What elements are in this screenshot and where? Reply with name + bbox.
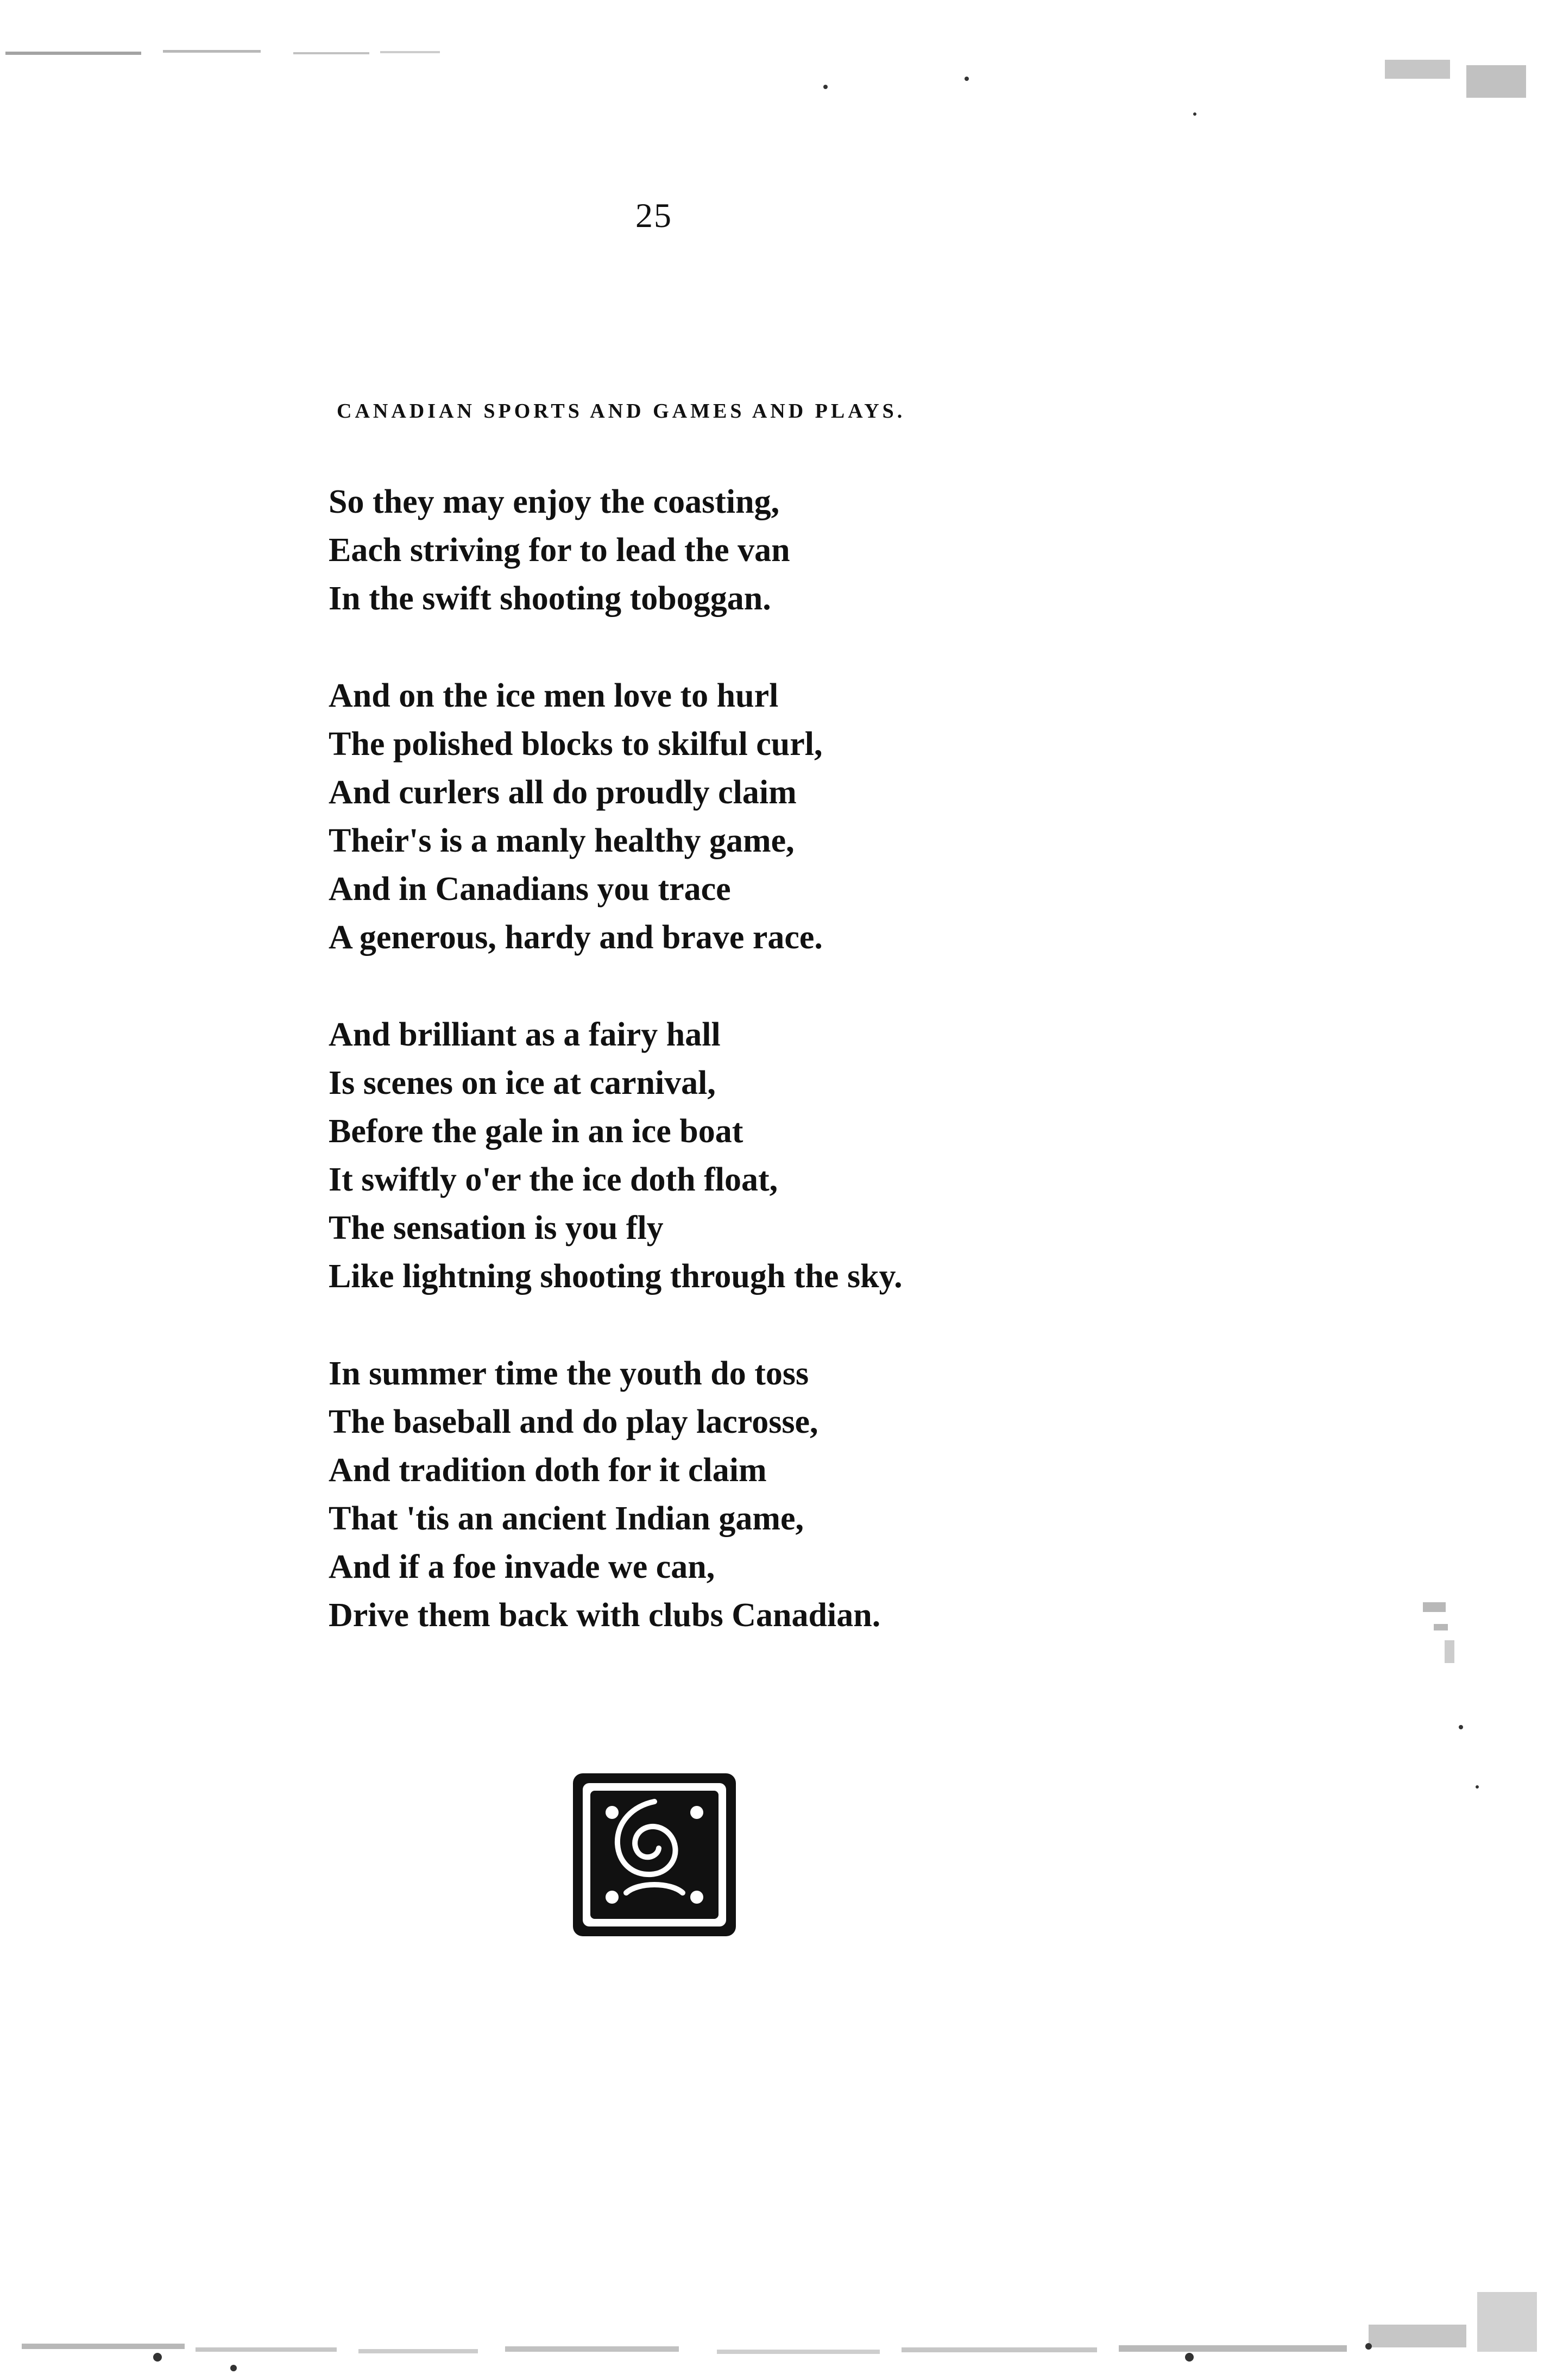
- decorative-floral-ornament-icon: [568, 1768, 741, 1942]
- stanza-4: [329, 1350, 1252, 1640]
- scan-noise-right: [1401, 1575, 1563, 1901]
- poem-line: Is scenes on ice at carnival,: [329, 1065, 716, 1101]
- poem-line: And on the ice men love to hurl: [329, 677, 779, 714]
- poem-line: And if a foe invade we can,: [329, 1548, 715, 1585]
- poem-line: That 'tis an ancient Indian game,: [329, 1500, 804, 1537]
- poem-line: And tradition doth for it claim: [329, 1452, 767, 1489]
- stanza-2: [329, 672, 1252, 962]
- page-number: 25: [635, 196, 672, 235]
- poem-body: [329, 478, 1252, 1690]
- poem-line: It swiftly o'er the ice doth float,: [329, 1161, 778, 1198]
- poem-line: In the swift shooting toboggan.: [329, 580, 771, 617]
- poem-line: And brilliant as a fairy hall: [329, 1016, 721, 1053]
- poem-line: Like lightning shooting through the sky.: [329, 1258, 903, 1295]
- poem-line: The sensation is you fly: [329, 1210, 664, 1246]
- stanza-1: [329, 478, 1252, 623]
- poem-line: A generous, hardy and brave race.: [329, 919, 823, 956]
- poem-line: Each striving for to lead the van: [329, 532, 790, 569]
- poem-line: The baseball and do play lacrosse,: [329, 1403, 818, 1440]
- stanza-3: [329, 1011, 1252, 1301]
- scan-noise-top: [0, 0, 1563, 141]
- poem-line: In summer time the youth do toss: [329, 1355, 809, 1392]
- running-head: CANADIAN SPORTS AND GAMES AND PLAYS.: [337, 400, 906, 423]
- poem-line: Before the gale in an ice boat: [329, 1113, 743, 1150]
- scan-noise-bottom: [0, 2254, 1563, 2380]
- poem-line: The polished blocks to skilful curl,: [329, 726, 823, 763]
- poem-line: And in Canadians you trace: [329, 871, 731, 908]
- poem-line: So they may enjoy the coasting,: [329, 483, 780, 520]
- poem-line: And curlers all do proudly claim: [329, 774, 797, 811]
- poem-line: Their's is a manly healthy game,: [329, 822, 795, 859]
- poem-line: Drive them back with clubs Canadian.: [329, 1597, 881, 1634]
